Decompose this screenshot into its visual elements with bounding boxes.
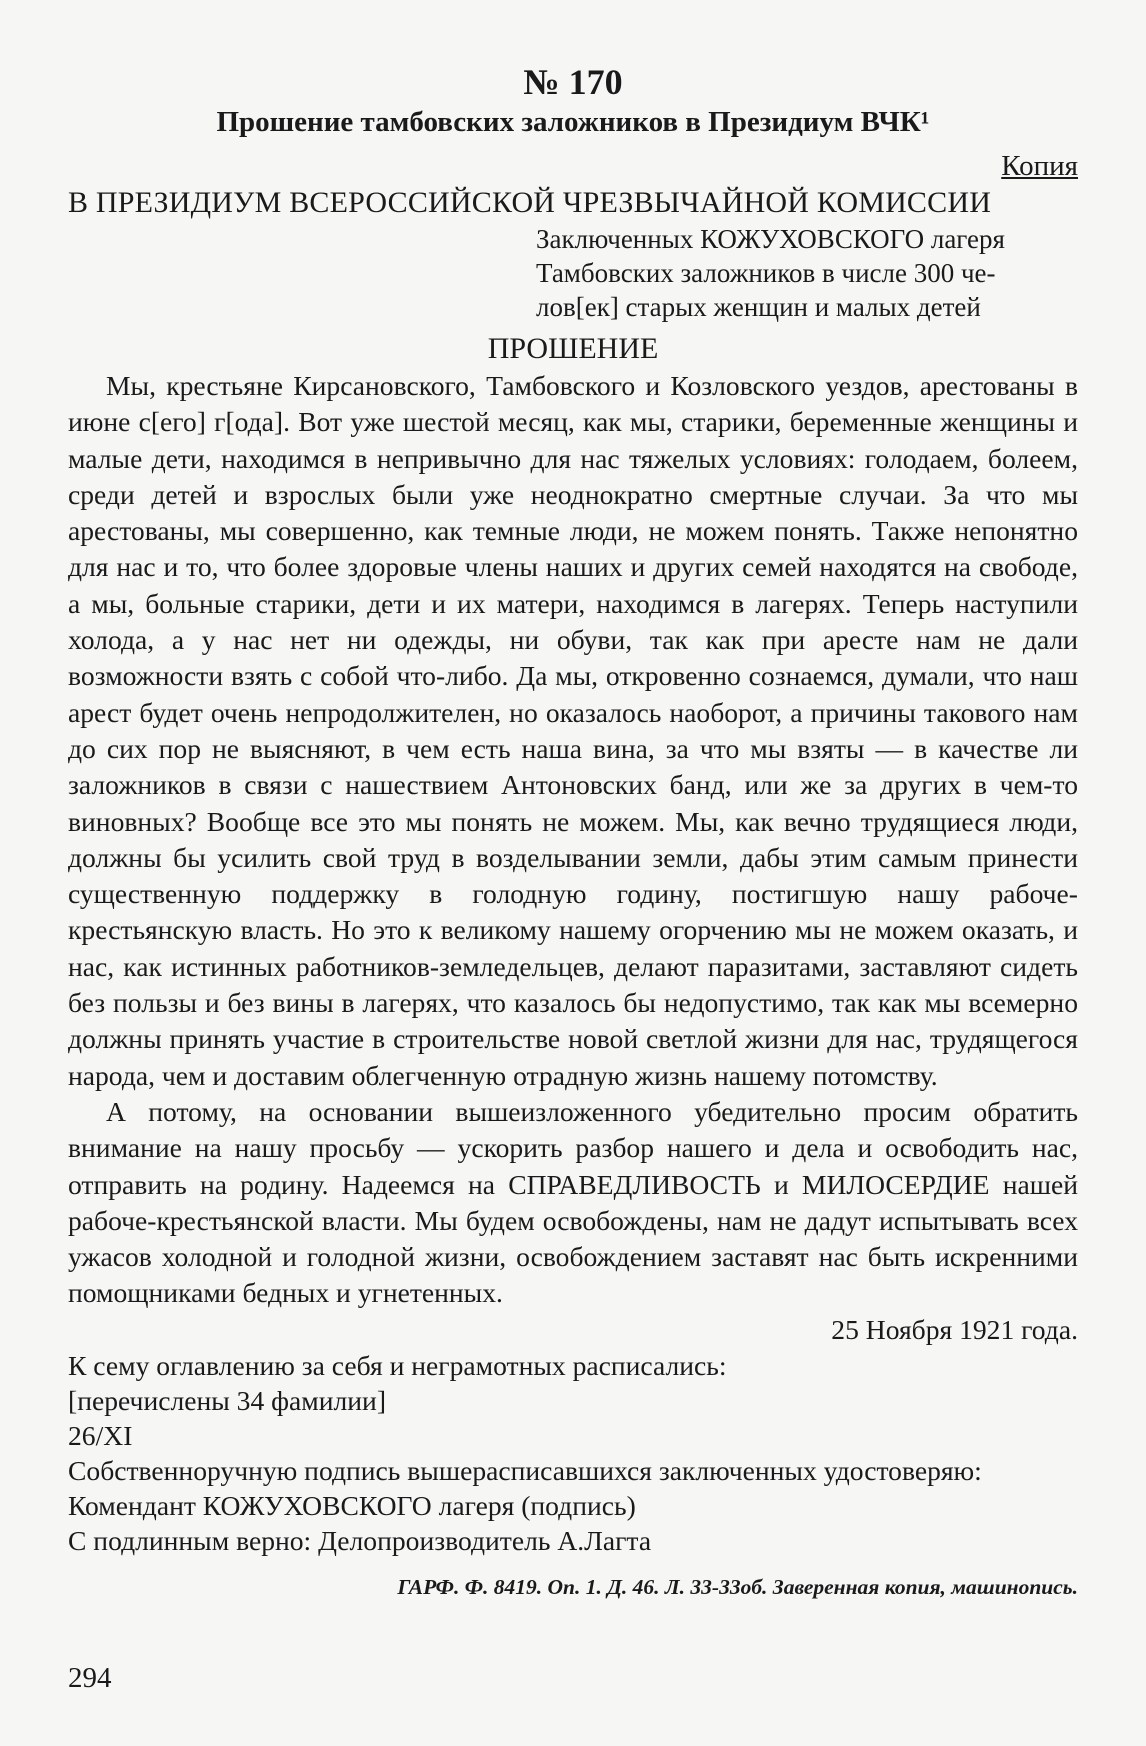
sender-line: лов[ек] старых женщин и малых детей: [536, 292, 981, 322]
copy-label: Копия: [1001, 150, 1078, 182]
sender-block: [536, 222, 1078, 324]
closing-line: 26/XI: [68, 1419, 133, 1451]
closing-line: Собственноручную подпись вышерасписавшихся заключенных удостоверяю:: [68, 1454, 982, 1486]
body-paragraph: А потому, на основании вышеизложенного убедительно просим обратить внимание на нашу просьбу — ускорить разбор нашего и дела и освободить нас, отправить на родину. Надеемся на СПРАВЕДЛИВОСТЬ и МИЛОСЕРДИЕ нашей рабоче-крестьянской власти. Мы будем освобождены, нам не дадут испытывать всех ужасов холодной и голодной жизни, освобождением заставят нас быть искренними помощниками бедных и угнетенных.: [68, 1095, 1078, 1309]
document-title: Прошение тамбовских заложников в Президиум ВЧК¹: [216, 106, 930, 138]
petition-body: [68, 368, 1078, 1312]
archive-reference: ГАРФ. Ф. 8419. Оп. 1. Д. 46. Л. 33-33об. Заверенная копия, машинопись.: [397, 1574, 1078, 1599]
sender-line: Тамбовских заложников в числе 300 че-: [536, 258, 996, 288]
document-page: [68, 60, 1078, 1602]
petition-date: 25 Ноября 1921 года.: [831, 1313, 1078, 1345]
closing-line: [перечислены 34 фамилии]: [68, 1384, 387, 1416]
page-number: 294: [68, 1662, 112, 1694]
closing-line: К сему оглавлению за себя и неграмотных расписались:: [68, 1349, 727, 1381]
closing-line: С подлинным верно: Делопроизводитель А.Лагта: [68, 1524, 652, 1556]
document-number: № 170: [523, 62, 623, 102]
closing-line: Комендант КОЖУХОВСКОГО лагеря (подпись): [68, 1489, 636, 1521]
petition-heading: ПРОШЕНИЕ: [487, 332, 659, 365]
sender-line: Заключенных КОЖУХОВСКОГО лагеря: [536, 224, 1005, 254]
closing-block: [68, 1348, 1078, 1558]
addressee: В ПРЕЗИДИУМ ВСЕРОССИЙСКОЙ ЧРЕЗВЫЧАЙНОЙ КОМИССИИ: [68, 186, 992, 219]
body-paragraph: Мы, крестьяне Кирсановского, Тамбовского и Козловского уездов, арестованы в июне с[его] г[ода]. Вот уже шестой месяц, как мы, старики, беременные женщины и малые дети, находимся в непривычно для нас тяжелых условиях: голодаем, болеем, среди детей и взрослых были уже неоднократно смертные случаи. За что мы арестованы, мы совершенно, как темные люди, не можем понять. Также непонятно для нас и то, что более здоровые члены наших и других семей находятся на свободе, а мы, больные старики, дети и их матери, находимся в лагерях. Теперь наступили холода, а у нас нет ни одежды, ни обуви, так как при аресте нам не дали возможности взять с собой что-либо. Да мы, откровенно сознаемся, думали, что наш арест будет очень непродолжителен, но оказалось наоборот, а причины такового нам до сих пор не выясняют, в чем есть наша вина, за что мы взяты — в качестве ли заложников в связи с нашествием Антоновских банд, или же за других в чем-то виновных? Вообще все это мы понять не можем. Мы, как вечно трудящиеся люди, должны бы усилить свой труд в возделывании земли, дабы этим самым принести существенную поддержку в голодную годину, постигшую нашу рабоче-крестьянскую власть. Но это к великому нашему огорчению мы не можем оказать, и нас, как истинных работников-земледельцев, делают паразитами, заставляют сидеть без пользы и без вины в лагерях, что казалось бы недопустимо, так как мы всемерно должны принять участие в строительстве новой светлой жизни для нас, трудящегося народа, чем и доставим облегченную отрадную жизнь нашему потомству.: [68, 370, 1078, 1091]
